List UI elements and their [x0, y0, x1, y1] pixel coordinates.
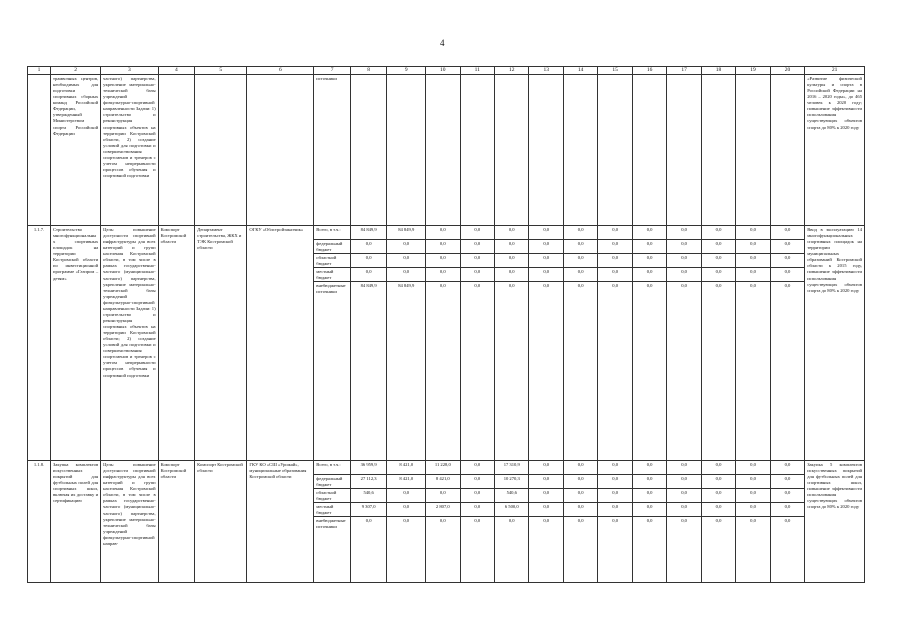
cell-num: 1.1.7. [28, 226, 51, 461]
header-col-17: 17 [667, 67, 701, 75]
value-cell: 0,0 [702, 475, 735, 489]
value-cell: 0,0 [577, 283, 584, 288]
value-cell: 2 807,0 [426, 503, 459, 517]
header-col-11: 11 [460, 67, 494, 75]
source-label: Всего, в т.ч.: [314, 226, 350, 240]
value-cell: 0,0 [702, 489, 735, 503]
value-cell: 8 421,0 [426, 475, 459, 489]
table-row-1-1-8 [28, 461, 865, 583]
value-cell: 0,0 [646, 518, 653, 523]
value-cell: 0,0 [612, 283, 619, 288]
value-cell: 0,0 [771, 503, 804, 517]
cell-event-name: Строительство многофункциональных спортивных площадок на территории Костромской области по инвестиционной программе «Газпром – детям» [50, 226, 100, 461]
value-cell: 0,0 [439, 518, 446, 523]
value-cell: 0,0 [577, 518, 584, 523]
source-label: областной бюджет [314, 489, 350, 503]
value-cell: 0,0 [771, 475, 804, 489]
value-cell: 0,0 [495, 240, 528, 254]
value-cell: 0,0 [529, 240, 562, 254]
header-col-10: 10 [426, 67, 460, 75]
value-cell: 0,0 [461, 254, 494, 268]
value-cell: 0,0 [771, 461, 804, 475]
value-cell: 0,0 [633, 503, 666, 517]
value-cell: 0,0 [681, 283, 687, 288]
source-label: федеральный бюджет [314, 240, 350, 254]
value-cell: 0,0 [461, 489, 494, 503]
value-cell: 10 270,3 [495, 475, 528, 489]
value-cell: 0,0 [715, 518, 722, 523]
header-col-18: 18 [701, 67, 735, 75]
value-cell: 17 310,9 [495, 461, 528, 475]
value-cell: 0,0 [681, 518, 687, 523]
cell-values-col-12 [495, 226, 529, 461]
header-col-16: 16 [632, 67, 666, 75]
value-cell: 0,0 [736, 503, 769, 517]
value-cell: 0,0 [543, 518, 550, 523]
value-cell: 0,0 [784, 283, 791, 288]
value-cell: 0,0 [564, 489, 597, 503]
cell-executor [195, 75, 247, 226]
value-cell: 0,0 [439, 283, 446, 288]
value-cell: 0,0 [736, 226, 769, 240]
cell-participant [247, 75, 314, 226]
value-cell: 84 849,9 [387, 226, 425, 240]
cell-coordinator [158, 75, 195, 226]
value-cell: 0,0 [351, 268, 387, 282]
value-cell: 0,0 [667, 268, 700, 282]
header-col-5: 5 [195, 67, 247, 75]
value-cell: 0,0 [461, 461, 494, 475]
cell-values-col-8 [350, 226, 387, 461]
value-cell: 0,0 [612, 518, 619, 523]
value-cell: 0,0 [529, 489, 562, 503]
value-cell: 0,0 [564, 254, 597, 268]
value-cell: 0,0 [426, 240, 459, 254]
value-cell: 0,0 [495, 268, 528, 282]
cell-participant: ГКУ КО «СШ «Урожай», муниципальные образования Костромской области [247, 461, 314, 583]
source-label: местный бюджет [314, 503, 350, 517]
header-col-2: 2 [50, 67, 100, 75]
value-cell: 0,0 [633, 489, 666, 503]
value-cell: 6 500,0 [495, 503, 528, 517]
value-cell: 0,0 [387, 254, 425, 268]
source-label: внебюджетные источники [316, 283, 346, 295]
cell-values-col-20 [770, 226, 804, 461]
value-cell: 36 959,9 [351, 461, 387, 475]
cell-values-col-16 [632, 461, 666, 583]
value-cell: 0,0 [598, 268, 631, 282]
value-cell: 0,0 [564, 461, 597, 475]
cell-values-col-19 [736, 226, 770, 461]
value-cell: 0,0 [529, 268, 562, 282]
value-cell: 0,0 [351, 254, 387, 268]
value-cell: 0,0 [715, 283, 722, 288]
value-cell: 0,0 [667, 254, 700, 268]
value-cell: 0,0 [702, 240, 735, 254]
value-cell: 0,0 [702, 226, 735, 240]
value-cell: 0,0 [387, 503, 425, 517]
value-cell: 0,0 [736, 268, 769, 282]
value-cell: 0,0 [564, 503, 597, 517]
value-cell: 0,0 [564, 475, 597, 489]
value-cell: 0,0 [633, 268, 666, 282]
value-cell: 0,0 [426, 489, 459, 503]
value-cell: 0,0 [529, 226, 562, 240]
value-cell: 0,0 [633, 226, 666, 240]
cell-coordinator: Комспорт Костромской области [158, 226, 195, 461]
value-cell: 540,6 [495, 489, 528, 503]
cell-values-col-8 [350, 461, 387, 583]
value-cell: 0,0 [771, 226, 804, 240]
cell-num: 1.1.8. [28, 461, 51, 583]
value-cell: 0,0 [461, 475, 494, 489]
value-cell: 0,0 [633, 475, 666, 489]
header-col-7: 7 [314, 67, 351, 75]
value-cell: 0,0 [667, 240, 700, 254]
value-cell: 0,0 [598, 226, 631, 240]
value-cell: 540,6 [351, 489, 387, 503]
value-cell: 0,0 [633, 254, 666, 268]
value-cell: 0,0 [351, 240, 387, 254]
cell-executor: Комспорт Костромской области [195, 461, 247, 583]
value-cell: 0,0 [403, 518, 410, 523]
header-row [28, 67, 865, 75]
value-cell: 8 421,0 [387, 461, 425, 475]
cell-goal: частного) партнерства, укрепление материально-технической базы учреждений физкультурно-спортивной направленности Задачи: 1) строительство и реконструкция спортивных объектов на территории Костромской области, 2) создание условий для подготовки и совершенствования спортсменов и тренеров с учетом непрерывности процессов обучения и спортивной подготовки [101, 75, 158, 226]
header-col-12: 12 [495, 67, 529, 75]
cell-values-col-9 [387, 226, 426, 461]
value-cell: 0,0 [495, 226, 528, 240]
value-cell: 0,0 [474, 283, 481, 288]
cell-values-col-18 [701, 461, 735, 583]
value-cell: 0,0 [771, 254, 804, 268]
value-cell: 0,0 [667, 503, 700, 517]
value-cell: 0,0 [736, 489, 769, 503]
value-cell: 0,0 [667, 475, 700, 489]
value-cell: 0,0 [508, 518, 515, 523]
value-cell: 0,0 [667, 226, 700, 240]
cell-source: источники [314, 75, 351, 226]
value-cell: 0,0 [633, 240, 666, 254]
header-col-3: 3 [101, 67, 158, 75]
value-cell: 0,0 [365, 518, 372, 523]
cell-values-col-19 [736, 461, 770, 583]
value-cell: 0,0 [564, 226, 597, 240]
cell-values-col-11 [460, 226, 494, 461]
value-cell: 0,0 [771, 268, 804, 282]
cell-values-col-20 [770, 461, 804, 583]
cell-values-col-11 [460, 461, 494, 583]
cell-sources [314, 226, 351, 461]
header-col-1: 1 [28, 67, 51, 75]
value-cell: 0,0 [461, 503, 494, 517]
header-col-21: 21 [805, 67, 865, 75]
value-cell: 0,0 [646, 283, 653, 288]
value-cell: 0,0 [564, 268, 597, 282]
value-cell: 0,0 [543, 283, 550, 288]
source-label: федеральный бюджет [314, 475, 350, 489]
cell-values-col-15 [598, 226, 632, 461]
program-table [27, 66, 865, 583]
source-label: внебюджетные источники [316, 518, 346, 530]
source-label: областной бюджет [314, 254, 350, 268]
cell-values-col-12 [495, 461, 529, 583]
cell-values-col-16 [632, 226, 666, 461]
cell-result: Ввод в эксплуатацию 14 многофункциональных спортивных площадок на территории муниципальных образований Костромской области к 2015 году, повышение эффективности использования существующих объектов спорта до 80% к 2020 году [805, 226, 865, 461]
value-cell: 0,0 [529, 461, 562, 475]
source-label: Всего, в т.ч.: [314, 461, 350, 475]
value-cell: 0,0 [750, 518, 756, 523]
value-cell: 0,0 [529, 254, 562, 268]
value-cell: 0,0 [598, 503, 631, 517]
cell-values-col-10 [426, 461, 460, 583]
cell-values-col-13 [529, 461, 563, 583]
source-label: местный бюджет [314, 268, 350, 282]
value-cell: 11 228,0 [426, 461, 459, 475]
cell-values-col-13 [529, 226, 563, 461]
cell-values-col-14 [563, 226, 597, 461]
value-cell: 0,0 [633, 461, 666, 475]
value-cell: 84 849,9 [351, 226, 387, 240]
value-cell: 0,0 [736, 461, 769, 475]
value-cell: 0,0 [598, 240, 631, 254]
header-col-6: 6 [247, 67, 314, 75]
value-cell: 0,0 [598, 489, 631, 503]
value-cell: 0,0 [508, 283, 515, 288]
header-col-20: 20 [770, 67, 804, 75]
cell-event-name: Закупка комплектов искусственных покрытий для футбольных полей для спортивных школ, включая их доставку и сертификацию [50, 461, 100, 583]
value-cell: 0,0 [702, 461, 735, 475]
cell-num [28, 75, 51, 226]
value-cell: 0,0 [387, 268, 425, 282]
cell-coordinator: Комспорт Костромской области [158, 461, 195, 583]
value-cell: 0,0 [387, 240, 425, 254]
value-cell: 0,0 [426, 254, 459, 268]
cell-values-col-18 [701, 226, 735, 461]
value-cell: 0,0 [426, 226, 459, 240]
header-col-15: 15 [598, 67, 632, 75]
value-cell: 0,0 [784, 518, 791, 523]
value-cell: 0,0 [461, 226, 494, 240]
value-cell: 0,0 [529, 503, 562, 517]
table-row-1-1-7 [28, 226, 865, 461]
header-col-14: 14 [563, 67, 597, 75]
value-cell: 0,0 [529, 475, 562, 489]
value-cell: 0,0 [598, 475, 631, 489]
value-cell: 0,0 [598, 461, 631, 475]
value-cell: 0,0 [461, 268, 494, 282]
value-cell: 0,0 [771, 489, 804, 503]
cell-event-name: трамвочных центров, необходимых для подготовки спортивных сборных команд Российской Федерации, утвержденный Министерством спорта Российской Федерации [50, 75, 100, 226]
value-cell: 0,0 [736, 254, 769, 268]
value-cell: 27 112,3 [351, 475, 387, 489]
cell-values-col-15 [598, 461, 632, 583]
value-cell: 0,0 [598, 254, 631, 268]
value-cell: 9 307,0 [351, 503, 387, 517]
cell-values-col-14 [563, 461, 597, 583]
value-cell: 0,0 [750, 283, 756, 288]
table-row-continuation [28, 75, 865, 226]
cell-goal: Цель: повышение доступности спортивной инфраструктуры для всех категорий и групп населения Костромской области, в том числе в рамках государственно-частного (муниципально-частного) партнерства, укрепление материально-технической базы учреждений физкультурно-спортивной направленности Задачи: 1) строительство и реконструкция спортивных объектов на территории Костромской области; 2) создание условий для подготовки и совершенствования спортсменов и тренеров с учетом непрерывности процессов обучения и спортивной подготовки [101, 226, 158, 461]
value-cell: 0,0 [702, 268, 735, 282]
value-cell: 0,0 [461, 240, 494, 254]
value-cell: 0,0 [771, 240, 804, 254]
value-cell: 0,0 [736, 475, 769, 489]
header-col-13: 13 [529, 67, 563, 75]
header-col-9: 9 [387, 67, 426, 75]
cell-executor: Департамент строительства, ЖКХ и ТЭК Костромской области [195, 226, 247, 461]
value-cell: 0,0 [702, 254, 735, 268]
value-cell: 0,0 [736, 240, 769, 254]
cell-goal: Цель: повышение доступности спортивной инфраструктуры для всех категорий и групп населения Костромской области, в том числе в рамках государственно-частного (муниципально-частного) партнерства, укрепление материально-технической базы учреждений физкультурно-спортивной направ- [101, 461, 158, 583]
cell-values-col-9 [387, 461, 426, 583]
cell-participant: ОГКУ «Облстройзаказчик» [247, 226, 314, 461]
cell-result: Закупка 5 комплектов искусственных покрытий для футбольных полей для спортивных школ, повышение эффективности использования существующих объектов спорта до 80% к 2020 году [805, 461, 865, 583]
value-cell: 0,0 [702, 503, 735, 517]
header-col-8: 8 [350, 67, 387, 75]
cell-result: «Развитие физической культуры и спорта в Российской Федерации на 2016 – 2020 годы», до 465 человек к 2020 году; повышение эффективности использования существующих объектов спорта до 80% к 2020 году [805, 75, 865, 226]
header-col-19: 19 [736, 67, 770, 75]
value-cell: 84 849,9 [360, 283, 377, 288]
value-cell: 0,0 [474, 518, 481, 523]
value-cell: 0,0 [426, 268, 459, 282]
value-cell: 8 421,0 [387, 475, 425, 489]
value-cell: 84 849,9 [398, 283, 415, 288]
cell-sources [314, 461, 351, 583]
value-cell: 0,0 [387, 489, 425, 503]
value-cell: 0,0 [667, 489, 700, 503]
cell-values-col-17 [667, 226, 701, 461]
cell-values-col-10 [426, 226, 460, 461]
value-cell: 0,0 [667, 461, 700, 475]
cell-values-col-17 [667, 461, 701, 583]
page-number: 4 [440, 38, 445, 48]
value-cell: 0,0 [495, 254, 528, 268]
header-col-4: 4 [158, 67, 195, 75]
value-cell: 0,0 [564, 240, 597, 254]
